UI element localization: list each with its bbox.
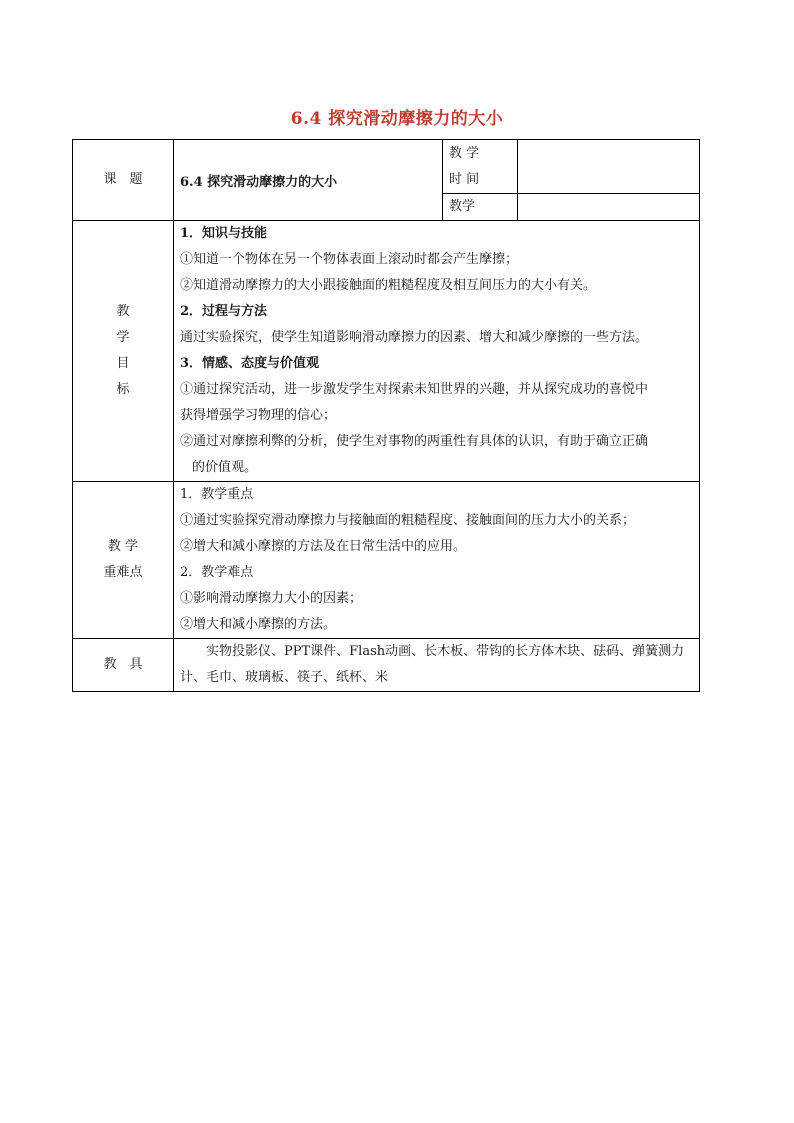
topic-row — [73, 140, 700, 194]
objective-line: 通过实验探究，使学生知道影响滑动摩擦力的因素、增大和减少摩擦的一些方法。 — [180, 330, 649, 345]
objective-line: ①知道一个物体在另一个物体表面上滚动时都会产生摩擦； — [180, 252, 519, 267]
objectives-label-char: 标 — [116, 382, 130, 397]
keypoint-line: ②增大和减小摩擦的方法及在日常生活中的应用。 — [180, 539, 467, 554]
objective-heading: 1．知识与技能 — [180, 226, 268, 241]
objective-line: 的价值观。 — [192, 460, 258, 475]
objective-line: ②知道滑动摩擦力的大小跟接触面的粗糙程度及相互间压力的大小有关。 — [180, 278, 597, 293]
objective-line: ①通过探究活动，进一步激发学生对探索未知世界的兴趣，并从探究成功的喜悦中 — [180, 382, 649, 397]
teach-label: 教学 — [443, 194, 518, 221]
teach-value — [518, 194, 700, 221]
tools-content: 实物投影仪、PPT课件、Flash动画、长木板、带钩的长方体木块、砝码、弹簧测力计、毛巾、玻璃板、筷子、纸杯、米 — [174, 639, 700, 692]
keypoints-label — [73, 482, 174, 639]
keypoints-label-line: 教 学 — [107, 539, 139, 554]
topic-label: 课 题 — [73, 140, 174, 221]
keypoint-heading: 1．教学重点 — [180, 487, 254, 502]
keypoints-row — [73, 482, 700, 639]
topic-value: 6.4 探究滑动摩擦力的大小 — [174, 140, 443, 221]
keypoint-line: ①影响滑动摩擦力大小的因素； — [180, 591, 363, 606]
keypoint-heading: 2．教学难点 — [180, 565, 254, 580]
objectives-label-char: 目 — [116, 356, 130, 371]
objectives-label-char: 教 — [116, 304, 130, 319]
time-value — [518, 140, 700, 194]
objective-heading: 2．过程与方法 — [180, 304, 268, 319]
time-label — [443, 140, 518, 194]
keypoints-label-line: 重难点 — [103, 565, 143, 580]
lesson-plan-table — [72, 139, 700, 692]
objectives-row — [73, 221, 700, 482]
time-label-line-2: 时 间 — [449, 171, 480, 187]
objective-line: 获得增强学习物理的信心； — [180, 408, 337, 423]
tools-row — [73, 639, 700, 692]
time-label-line-1: 教 学 — [449, 145, 480, 161]
objective-heading: 3．情感、态度与价值观 — [180, 356, 320, 371]
objective-line: ②通过对摩擦利弊的分析，使学生对事物的两重性有具体的认识，有助于确立正确 — [180, 434, 649, 449]
objectives-label — [73, 221, 174, 482]
keypoint-line: ①通过实验探究滑动摩擦力与接触面的粗糙程度、接触面间的压力大小的关系； — [180, 513, 636, 528]
keypoints-content — [174, 482, 700, 639]
keypoint-line: ②增大和减小摩擦的方法。 — [180, 617, 337, 632]
objectives-content — [174, 221, 700, 482]
document-title: 6.4 探究滑动摩擦力的大小 — [290, 109, 504, 129]
tools-label: 教 具 — [73, 639, 174, 692]
objectives-label-char: 学 — [116, 330, 130, 345]
